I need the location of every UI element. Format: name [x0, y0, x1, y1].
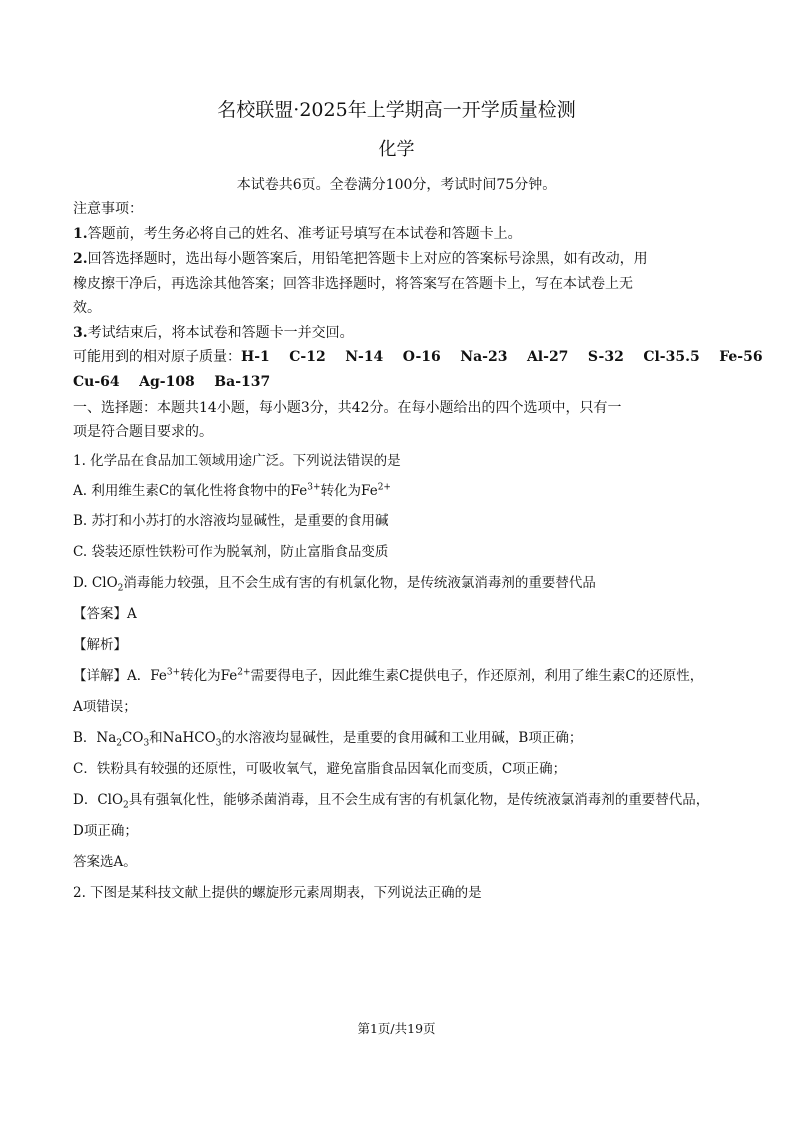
q1-answer	[73, 604, 137, 624]
q1-option-c: C. 袋装还原性铁粉可作为脱氧剂，防止富脂食品变质	[73, 544, 389, 560]
atomic-mass-label: 可能用到的相对原子质量：	[73, 349, 241, 365]
detail-d-1: D．ClO	[73, 792, 124, 808]
detail-d-2: 具有强氧化性，能够杀菌消毒，且不会生成有害的有机氯化物，是传统液氯消毒剂的重要替代品，	[128, 792, 710, 808]
detail-a-2: 转化为Fe	[180, 668, 238, 684]
detail-c: C．铁粉具有较强的还原性，可吸收氧气，避免富脂食品因氧化而变质，C项正确；	[73, 761, 567, 777]
q1-a-sup-2: 2+	[377, 482, 391, 493]
q1-option-d	[73, 573, 596, 593]
detail-b-3: 和NaHCO	[149, 730, 216, 746]
note-3	[73, 323, 354, 343]
atomic-mass-line-1	[73, 347, 763, 367]
atomic-mass-line-2: Cu-64 Ag-108 Ba-137	[73, 374, 271, 390]
detail-a-line-2: A项错误；	[73, 699, 137, 715]
detail-a-sup-2: 2+	[237, 667, 251, 678]
q1-d-sub: 2	[117, 583, 124, 594]
note-3-number: 3.	[73, 325, 88, 341]
answer-tag: 【答案】	[73, 606, 127, 622]
q1-d-pre: D. ClO	[73, 575, 118, 591]
section-1-line-1: 一、选择题：本题共14小题，每小题3分，共42分。在每小题给出的四个选项中，只有一	[73, 400, 622, 416]
note-1-text: 答题前，考生务必将自己的姓名、准考证号填写在本试卷和答题卡上。	[87, 226, 522, 242]
detail-a-3: 需要得电子，因此维生素C提供电子，作还原剂，利用了维生素C的还原性，	[250, 668, 704, 684]
detail-d-line-2: D项正确；	[73, 823, 138, 839]
q1-a-pre: A. 利用维生素C的氧化性将食物中的Fe	[73, 483, 308, 499]
detail-d-line-1	[73, 790, 709, 810]
notes-heading: 注意事项：	[73, 201, 143, 217]
note-2-number: 2.	[73, 251, 88, 267]
section-1-line-2: 项是符合题目要求的。	[73, 424, 213, 440]
subject-title: 化学	[378, 139, 415, 160]
detail-a-1: A．Fe	[127, 668, 167, 684]
q1-stem: 1. 化学品在食品加工领域用途广泛。下列说法错误的是	[73, 453, 401, 469]
detail-a-line-1	[73, 666, 703, 686]
note-2-line-3: 效。	[73, 300, 101, 316]
note-1-number: 1.	[73, 226, 88, 242]
note-1	[73, 224, 522, 244]
q1-option-a	[73, 481, 391, 501]
answer-value: A	[127, 606, 137, 622]
q1-conclusion: 答案选A。	[73, 854, 137, 870]
note-2-line-2: 橡皮擦干净后，再选涂其他答案；回答非选择题时，将答案写在答题卡上，写在本试卷上无	[73, 276, 633, 292]
atomic-mass-values-1: H-1 C-12 N-14 O-16 Na-23 Al-27 S-32 Cl-35.5 Fe-56	[241, 349, 763, 365]
detail-b-sub-2: 3	[143, 738, 150, 749]
note-2-line-1	[73, 249, 648, 269]
page-title: 名校联盟·2025年上学期高一开学质量检测	[217, 99, 576, 121]
q1-a-mid: 转化为Fe	[320, 483, 378, 499]
detail-b	[73, 728, 582, 748]
detail-b-2: CO	[122, 730, 144, 746]
q1-option-b: B. 苏打和小苏打的水溶液均显碱性，是重要的食用碱	[73, 513, 389, 529]
detail-b-4: 的水溶液均显碱性，是重要的食用碱和工业用碱，B项正确；	[221, 730, 583, 746]
detail-a-sup-1: 3+	[166, 667, 181, 678]
note-3-text: 考试结束后，将本试卷和答题卡一并交回。	[87, 325, 354, 341]
detail-d-sub: 2	[123, 800, 129, 811]
detail-b-sub-3: 3	[215, 738, 222, 749]
q1-d-post: 消毒能力较强，且不会生成有害的有机氯化物，是传统液氯消毒剂的重要替代品	[123, 575, 596, 591]
page-footer: 第1页/共19页	[357, 1021, 436, 1036]
detail-b-sub-1: 2	[116, 738, 123, 749]
q2-stem: 2. 下图是某科技文献上提供的螺旋形元素周期表，下列说法正确的是	[73, 885, 482, 901]
detail-tag: 【详解】	[73, 668, 127, 684]
detail-b-1: B．Na	[73, 730, 117, 746]
analysis-tag: 【解析】	[73, 637, 127, 653]
q1-a-sup-1: 3+	[307, 482, 321, 493]
note-2-text: 回答选择题时，选出每小题答案后，用铅笔把答题卡上对应的答案标号涂黑，如有改动，用	[87, 251, 648, 267]
exam-info: 本试卷共6页。全卷满分100分，考试时间75分钟。	[236, 177, 557, 193]
